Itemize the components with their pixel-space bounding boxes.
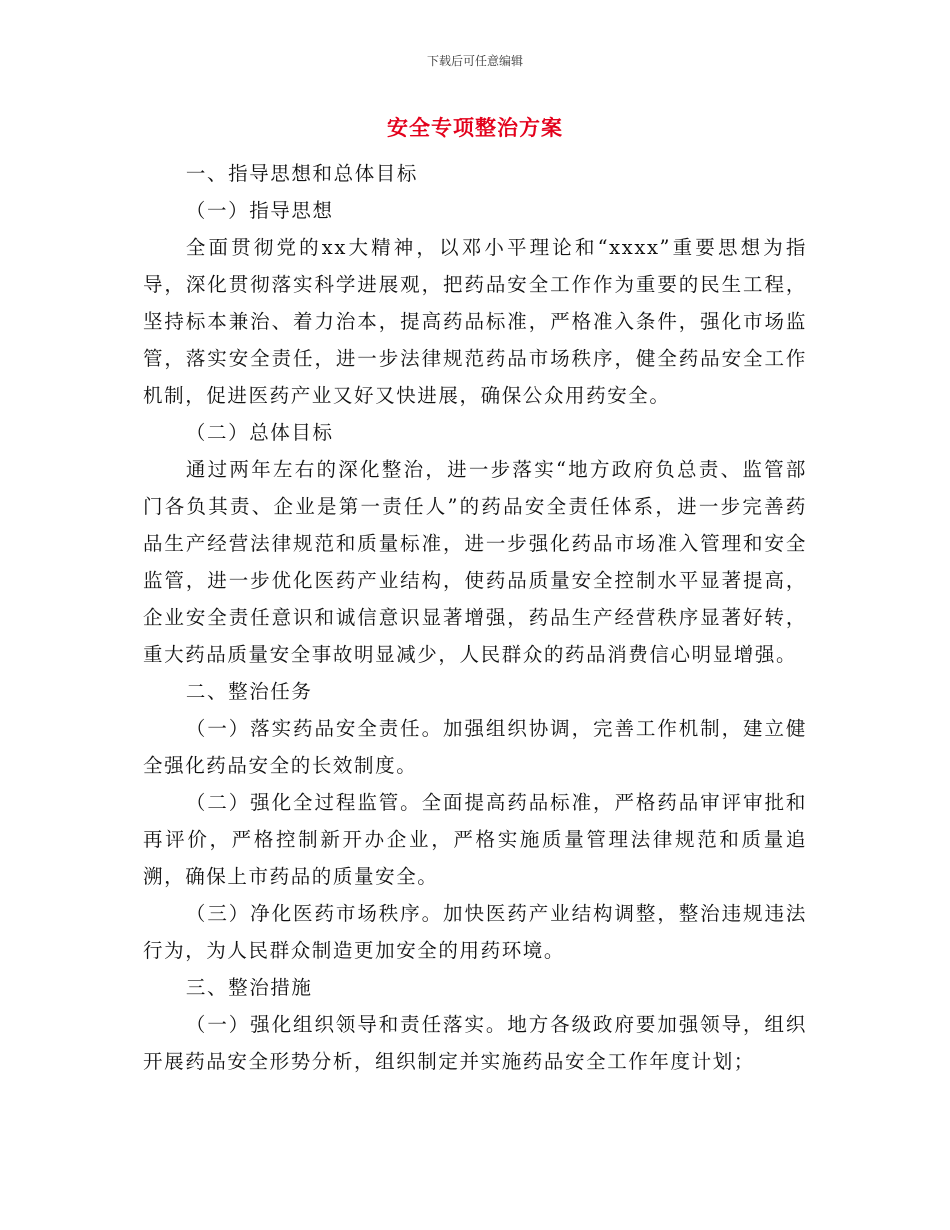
document-body (143, 155, 807, 1080)
section-heading-3: 三、整治措施 (185, 976, 313, 999)
subsection-heading-1-1: （一）指导思想 (185, 199, 334, 222)
paragraph-task-3: （三）净化医药市场秩序。加快医药产业结构调整，整治违规违法行为，为人民群众制造更加安全的用药环境。 (143, 902, 807, 962)
paragraph-task-1: （一）落实药品安全责任。加强组织协调，完善工作机制，建立健全强化药品安全的长效制度。 (143, 717, 807, 777)
paragraph-measure-1: （一）强化组织领导和责任落实。地方各级政府要加强领导，组织开展药品安全形势分析，组织制定并实施药品安全工作年度计划； (143, 1013, 807, 1073)
header-note: 下载后可任意编辑 (426, 54, 523, 68)
paragraph-task-2: （二）强化全过程监管。全面提高药品标准，严格药品审评审批和再评价，严格控制新开办企业，严格实施质量管理法律规范和质量追溯，确保上市药品的质量安全。 (143, 791, 807, 888)
paragraph-guiding-thought: 全面贯彻党的xx大精神，以邓小平理论和“xxxx”重要思想为指导，深化贯彻落实科学进展观，把药品安全工作作为重要的民生工程，坚持标本兼治、着力治本，提高药品标准，严格准入条件，强化市场监管，落实安全责任，进一步法律规范药品市场秩序，健全药品安全工作机制，促进医药产业又好又快进展，确保公众用药安全。 (143, 236, 807, 407)
section-heading-1: 一、指导思想和总体目标 (185, 162, 418, 185)
paragraph-overall-goal: 通过两年左右的深化整治，进一步落实“地方政府负总责、监管部门各负其责、企业是第一责任人”的药品安全责任体系，进一步完善药品生产经营法律规范和质量标准，进一步强化药品市场准入管理和安全监管，进一步优化医药产业结构，使药品质量安全控制水平显著提高，企业安全责任意识和诚信意识显著增强，药品生产经营秩序显著好转，重大药品质量安全事故明显减少，人民群众的药品消费信心明显增强。 (143, 458, 807, 666)
section-heading-2: 二、整治任务 (185, 680, 313, 703)
document-title: 安全专项整治方案 (387, 115, 563, 140)
subsection-heading-1-2: （二）总体目标 (185, 421, 334, 444)
